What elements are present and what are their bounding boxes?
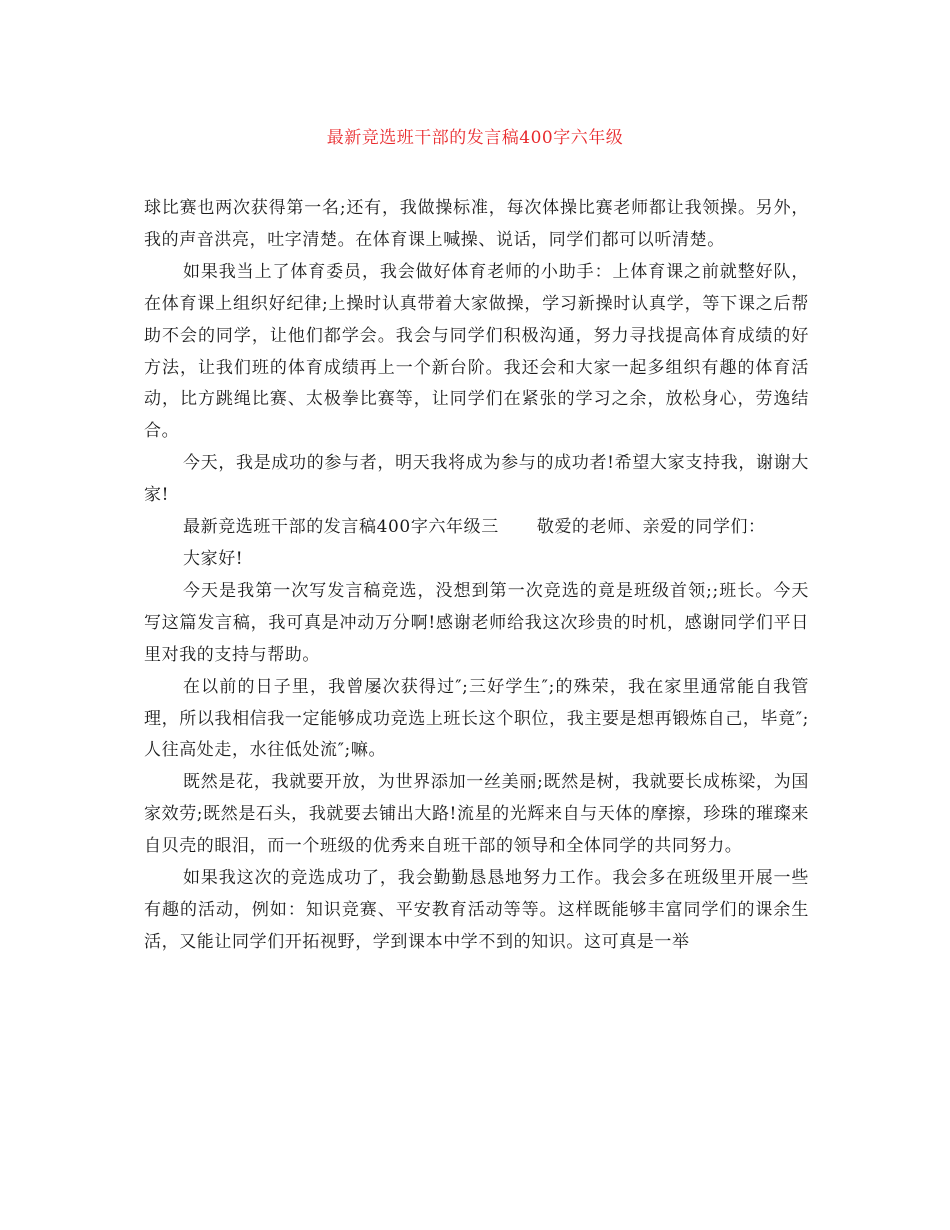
paragraph-4-heading: 最新竞选班干部的发言稿400字六年级三	[183, 517, 499, 538]
paragraph-5: 大家好!	[183, 548, 244, 569]
paragraph-8: 既然是花，我就要开放，为世界添加一丝美丽;既然是树，我就要长成栋梁，为国家效劳;既然是石头，我就要去铺出大路!流星的光辉来自与天体的摩擦，珍珠的璀璨来自贝壳的眼泪，而一个班级的优秀来自班干部的领导和全体同学的共同努力。	[144, 772, 809, 857]
paragraph-1: 球比赛也两次获得第一名;还有，我做操标准，每次体操比赛老师都让我领操。另外，我的声音洪亮，吐字清楚。在体育课上喊操、说话，同学们都可以听清楚。	[144, 198, 809, 250]
paragraph-3: 今天，我是成功的参与者，明天我将成为参与的成功者!希望大家支持我，谢谢大家!	[144, 453, 809, 506]
paragraph-7: 在以前的日子里，我曾屡次获得过″;三好学生″;的殊荣，我在家里通常能自我管理，所以我相信我一定能够成功竞选上班长这个职位，我主要是想再锻炼自己，毕竟″;人往高处走，水往低处流″;嘛。	[144, 676, 809, 761]
paragraph-4-salutation: 敬爱的老师、亲爱的同学们：	[536, 517, 766, 538]
paragraph-2: 如果我当上了体育委员，我会做好体育老师的小助手：上体育课之前就整好队，在体育课上组织好纪律;上操时认真带着大家做操，学习新操时认真学，等下课之后帮助不会的同学，让他们都学会。我会与同学们积极沟通，努力寻找提高体育成绩的好方法，让我们班的体育成绩再上一个新台阶。我还会和大家一起多组织有趣的体育活动，比方跳绳比赛、太极拳比赛等，让同学们在紧张的学习之余，放松身心，劳逸结合。	[144, 261, 809, 442]
paragraph-9: 如果我这次的竞选成功了，我会勤勤恳恳地努力工作。我会多在班级里开展一些有趣的活动，例如：知识竞赛、平安教育活动等等。这样既能够丰富同学们的课余生活，又能让同学们开拓视野，学到课本中学不到的知识。这可真是一举	[144, 868, 809, 952]
document-title: 最新竞选班干部的发言稿400字六年级	[326, 128, 624, 148]
paragraph-6: 今天是我第一次写发言稿竞选，没想到第一次竞选的竟是班级首领;;班长。今天写这篇发言稿，我可真是冲动万分啊!感谢老师给我这次珍贵的时机，感谢同学们平日里对我的支持与帮助。	[144, 580, 809, 665]
document-body	[144, 193, 809, 959]
paragraph-4	[144, 512, 809, 544]
